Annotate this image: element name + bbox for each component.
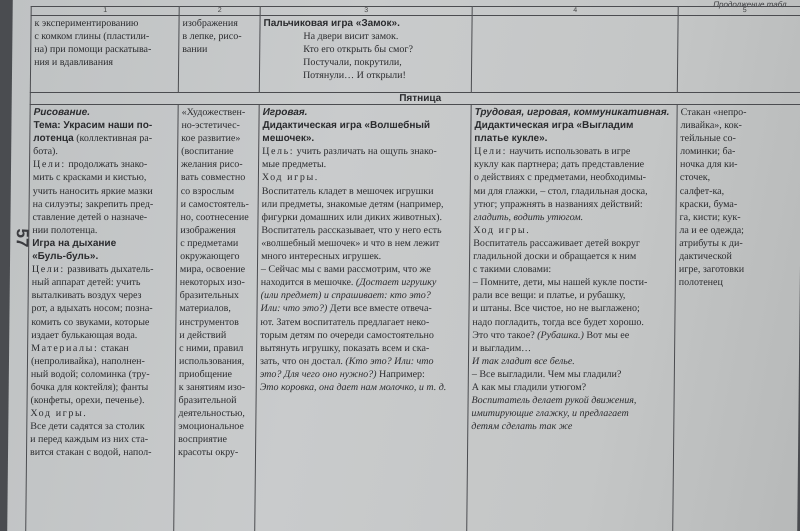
text-line: ют. Затем воспитатель предлагает неко- — [260, 316, 430, 328]
spaced-heading: Ход игры. — [261, 172, 319, 184]
text-line: с предметами — [180, 237, 239, 249]
text-line: в лепке, рисо- — [182, 31, 242, 43]
text-fragment: стакан — [98, 342, 129, 354]
text-line: приобщение — [178, 368, 232, 380]
spaced-label: Цель: — [262, 146, 295, 158]
day-row — [30, 93, 800, 105]
text-line: бота). — [33, 146, 58, 158]
text-line: но-эстетичес- — [181, 120, 240, 132]
poem-line: Потянули… И открыли! — [302, 70, 406, 82]
column-number: 4 — [472, 7, 678, 16]
text-line: ла и ее одежда; — [679, 224, 745, 236]
book-page — [7, 0, 800, 531]
text-line: сточек, — [679, 172, 711, 184]
text-line: о действиях с предметами, необходимы- — [473, 172, 647, 184]
text-line: ночка для ки- — [679, 159, 738, 171]
text-line: торым детям по очереди самостоятельно — [260, 329, 435, 341]
text-line: надо погладить, тогда все будет хорошо. — [472, 316, 644, 328]
column-number: 2 — [179, 7, 260, 16]
text-line: (конфеты, орехи, печенье). — [30, 395, 145, 407]
text-line: бразительной — [178, 395, 237, 407]
text-line: Стакан «непро- — [680, 107, 747, 118]
text-line: ливайка», кок- — [680, 120, 742, 132]
text-line: к экспериментированию — [34, 18, 139, 29]
text-line: вится стакан с водой, напол- — [29, 447, 152, 459]
text-line: мить с красками и кистью, — [32, 172, 147, 184]
text-line: вать совместно — [180, 172, 246, 184]
heading-line: «Буль-буль». — [32, 251, 99, 263]
top-cell-5 — [677, 16, 800, 93]
text-line: эмоциональное — [178, 421, 244, 433]
text-line — [474, 145, 673, 158]
text-fragment: учить различать на ощупь знако- — [294, 146, 437, 158]
text-line: фигурки домашних или диких животных). — [261, 211, 443, 223]
top-row — [30, 16, 800, 93]
spaced-label: Цели: — [474, 146, 508, 158]
spaced-label: Цели: — [32, 159, 66, 171]
poem-line: На двери висит замок. — [303, 31, 399, 43]
text-line: Воспитатель кладет в мешочек игрушки — [261, 185, 434, 197]
text-line: выталкивать воздух через — [31, 290, 142, 302]
text-line: «волшебный мешочек» и что в нем лежит — [261, 237, 440, 249]
spaced-heading: Ход игры. — [473, 224, 531, 236]
heading-line: Тема: Украсим наши по- — [33, 120, 153, 132]
text-line: красоты окру- — [177, 447, 239, 459]
text-line: изображения — [180, 224, 236, 236]
friday-row — [26, 105, 800, 531]
text-fragment: продолжать знако- — [65, 159, 148, 171]
column-number: 5 — [678, 7, 800, 16]
text-line: и перед каждым из них ста- — [30, 434, 149, 446]
text-line: издает булькающая вода. — [31, 329, 138, 341]
text-line: дактической — [679, 251, 732, 263]
heading-line: Дидактическая игра «Выгладим — [474, 120, 634, 132]
section-label: Рисование. — [33, 107, 91, 118]
running-head: Продолжение табл. — [713, 0, 789, 9]
text-line: салфет-ка, — [679, 185, 725, 197]
text-line: комить со звуками, которые — [31, 316, 150, 328]
text-line: много интересных игрушек. — [261, 251, 382, 263]
text-line: рали все вещи: и платье, и рубашку, — [472, 290, 626, 302]
education-area-cell — [174, 105, 260, 531]
text-line — [260, 355, 465, 368]
page-number: 57 — [12, 228, 32, 248]
text-line: ломинки; ба- — [680, 146, 736, 158]
column-number-row — [31, 7, 800, 16]
italic-line: Воспитатель делает рукой движения, — [471, 395, 637, 407]
italic-fragment: (Кто это? Или: что — [342, 355, 434, 367]
italic-line: Это коровка, она дает нам молочко, и т. д. — [259, 381, 447, 393]
text-line: и штаны. Все чистое, но не выглажено; — [472, 303, 640, 315]
text-line — [33, 158, 174, 171]
text-fragment: находится в мешочке. — [260, 277, 354, 289]
text-line: учить наносить яркие мазки — [32, 185, 153, 197]
text-line: утюг; упражнять в названиях действий: — [473, 198, 643, 210]
italic-line: имитирующие глажку, и предлагает — [471, 408, 629, 420]
text-line — [472, 329, 671, 342]
text-fragment: зать, что он достал. — [259, 355, 344, 367]
text-line: ставление детей о назначе- — [32, 211, 148, 223]
text-fragment: Например: — [376, 368, 425, 380]
italic-line: гладить, водить утюгом. — [473, 211, 584, 223]
text-line: вытянуть игрушку, показать всем и ска- — [260, 342, 430, 354]
italic-line: И так гладит все белье. — [471, 355, 575, 367]
text-line: материалов, — [179, 303, 231, 315]
text-line: Воспитатель рассказывает, что у него есть — [261, 224, 442, 236]
text-line: – Помните, дети, мы нашей кукле пости- — [472, 277, 648, 289]
column-number: 1 — [31, 7, 179, 16]
text-line: мира, освоение — [179, 264, 246, 276]
text-line — [261, 276, 466, 289]
text-line: с такими словами: — [472, 264, 552, 276]
text-line: «Художествен- — [181, 107, 246, 118]
text-line: бразительных — [179, 290, 240, 302]
text-line: ния и вдавливания — [34, 57, 114, 69]
top-cell-4 — [471, 16, 678, 93]
text-line — [262, 145, 467, 158]
text-line: на) при помощи раскатыва- — [34, 44, 152, 56]
italic-fragment: Или: что это?) — [260, 303, 328, 315]
italic-fragment: это? Для чего оно нужно?) — [259, 368, 377, 380]
text-line: использования, — [178, 355, 245, 367]
materials-cell — [673, 105, 800, 531]
italic-line: детям сделать так же — [471, 421, 573, 433]
top-cell-2 — [178, 16, 260, 93]
text-line: и действий — [179, 329, 227, 341]
italic-fragment: (Достает игрушку — [353, 277, 437, 289]
poem-line: Постучали, покрутили, — [303, 57, 402, 69]
text-line: (непроливайка), наполнен- — [30, 355, 145, 367]
text-line: к занятиям изо- — [178, 381, 246, 393]
text-line: Воспитатель рассаживает детей вокруг — [473, 237, 641, 249]
text-line — [260, 368, 465, 381]
text-line: полотенец — [678, 277, 723, 289]
text-line: кое развитие» — [181, 133, 241, 145]
text-line: нии полотенца. — [32, 224, 98, 236]
text-fragment: Вот мы ее — [583, 329, 630, 341]
text-line: А как мы гладили утюгом? — [471, 381, 587, 393]
text-fragment: Дети все вместе отвеча- — [327, 303, 432, 315]
text-line: со взрослым — [180, 185, 235, 197]
text-line: изображения — [182, 18, 238, 29]
text-line: куклу как партнера; дать представление — [473, 159, 645, 171]
text-line: или предметы, знакомые детям (например, — [261, 198, 444, 210]
text-line: желания рисо- — [180, 159, 243, 171]
spaced-heading: Ход игры. — [30, 408, 88, 420]
text-line: деятельностью, — [178, 408, 245, 420]
italic-line: (или предмет) и спрашивает: кто это? — [260, 290, 431, 302]
text-fragment: научить использовать в игре — [506, 146, 631, 158]
text-line: краски, бума- — [679, 198, 738, 210]
text-line — [260, 302, 465, 315]
text-line: восприятие — [178, 434, 228, 446]
top-cell-1 — [30, 16, 179, 93]
text-line: ный аппарат детей: учить — [31, 277, 141, 289]
text-line: атрибуты к ди- — [679, 237, 743, 249]
day-heading: Пятница — [30, 93, 800, 105]
text-line: некоторых изо- — [179, 277, 245, 289]
activity-cell — [26, 105, 179, 531]
text-line: и выгладим… — [472, 342, 532, 354]
heading-line: Игра на дыхание — [32, 237, 117, 249]
section-label: Трудовая, игровая, коммуникативная. — [474, 107, 670, 118]
text-line: с комком глины (пластили- — [34, 31, 150, 43]
text-line: тейльные со- — [680, 133, 736, 145]
game-cell — [255, 105, 472, 531]
text-line: мые предметы. — [261, 159, 327, 171]
text-line: га, кисти; кук- — [679, 211, 741, 223]
heading-fragment: лотенца — [33, 133, 74, 145]
column-number: 3 — [260, 7, 472, 16]
text-line: Все дети садятся за столик — [30, 421, 145, 433]
italic-fragment: (Рубашка.) — [534, 329, 584, 341]
text-line — [32, 263, 173, 276]
text-line: бочка для коктейля); фанты — [30, 381, 149, 393]
poem-line: Кто его открыть бы смог? — [303, 44, 414, 56]
text-line: но, соотнесение — [180, 211, 249, 223]
text-line: – Все выгладили. Чем мы гладили? — [471, 368, 622, 380]
text-line: окружающего — [180, 251, 240, 263]
text-line: гладильной доски и обращается к ним — [473, 251, 637, 263]
text-line: на силуэты; закрепить пред- — [32, 198, 154, 210]
text-line: (воспитание — [181, 146, 234, 158]
text-line — [33, 132, 174, 145]
section-label: Игровая. — [262, 107, 308, 118]
heading-line: платье кукле». — [474, 133, 548, 145]
text-line: с ними, правил — [179, 342, 244, 354]
spaced-label: Материалы: — [31, 342, 99, 354]
text-line: инструментов — [179, 316, 239, 328]
finger-game-title: Пальчиковая игра «Замок». — [263, 18, 400, 29]
text-line — [31, 342, 172, 355]
text-line: ми для глажки, – стол, гладильная доска, — [473, 185, 648, 197]
text-line: вании — [182, 44, 208, 56]
heading-line: Дидактическая игра «Волшебный — [262, 120, 431, 132]
text-line: ный водой; соломинка (тру- — [30, 368, 150, 380]
text-line: рот, а вдыхать носом; позна- — [31, 303, 153, 315]
text-fragment: (коллективная ра- — [73, 133, 153, 145]
lesson-plan-table — [25, 6, 800, 531]
top-cell-3 — [259, 16, 472, 93]
labor-game-cell — [467, 105, 678, 531]
text-line: и самостоятель- — [180, 198, 249, 210]
text-line: игре, заготовки — [678, 264, 745, 276]
text-fragment: развивать дыхатель- — [64, 264, 154, 276]
spaced-label: Цели: — [31, 264, 65, 276]
text-line: – Сейчас мы с вами рассмотрим, что же — [260, 264, 431, 276]
heading-line: мешочек». — [262, 133, 315, 145]
text-fragment: Это что такое? — [472, 329, 535, 341]
